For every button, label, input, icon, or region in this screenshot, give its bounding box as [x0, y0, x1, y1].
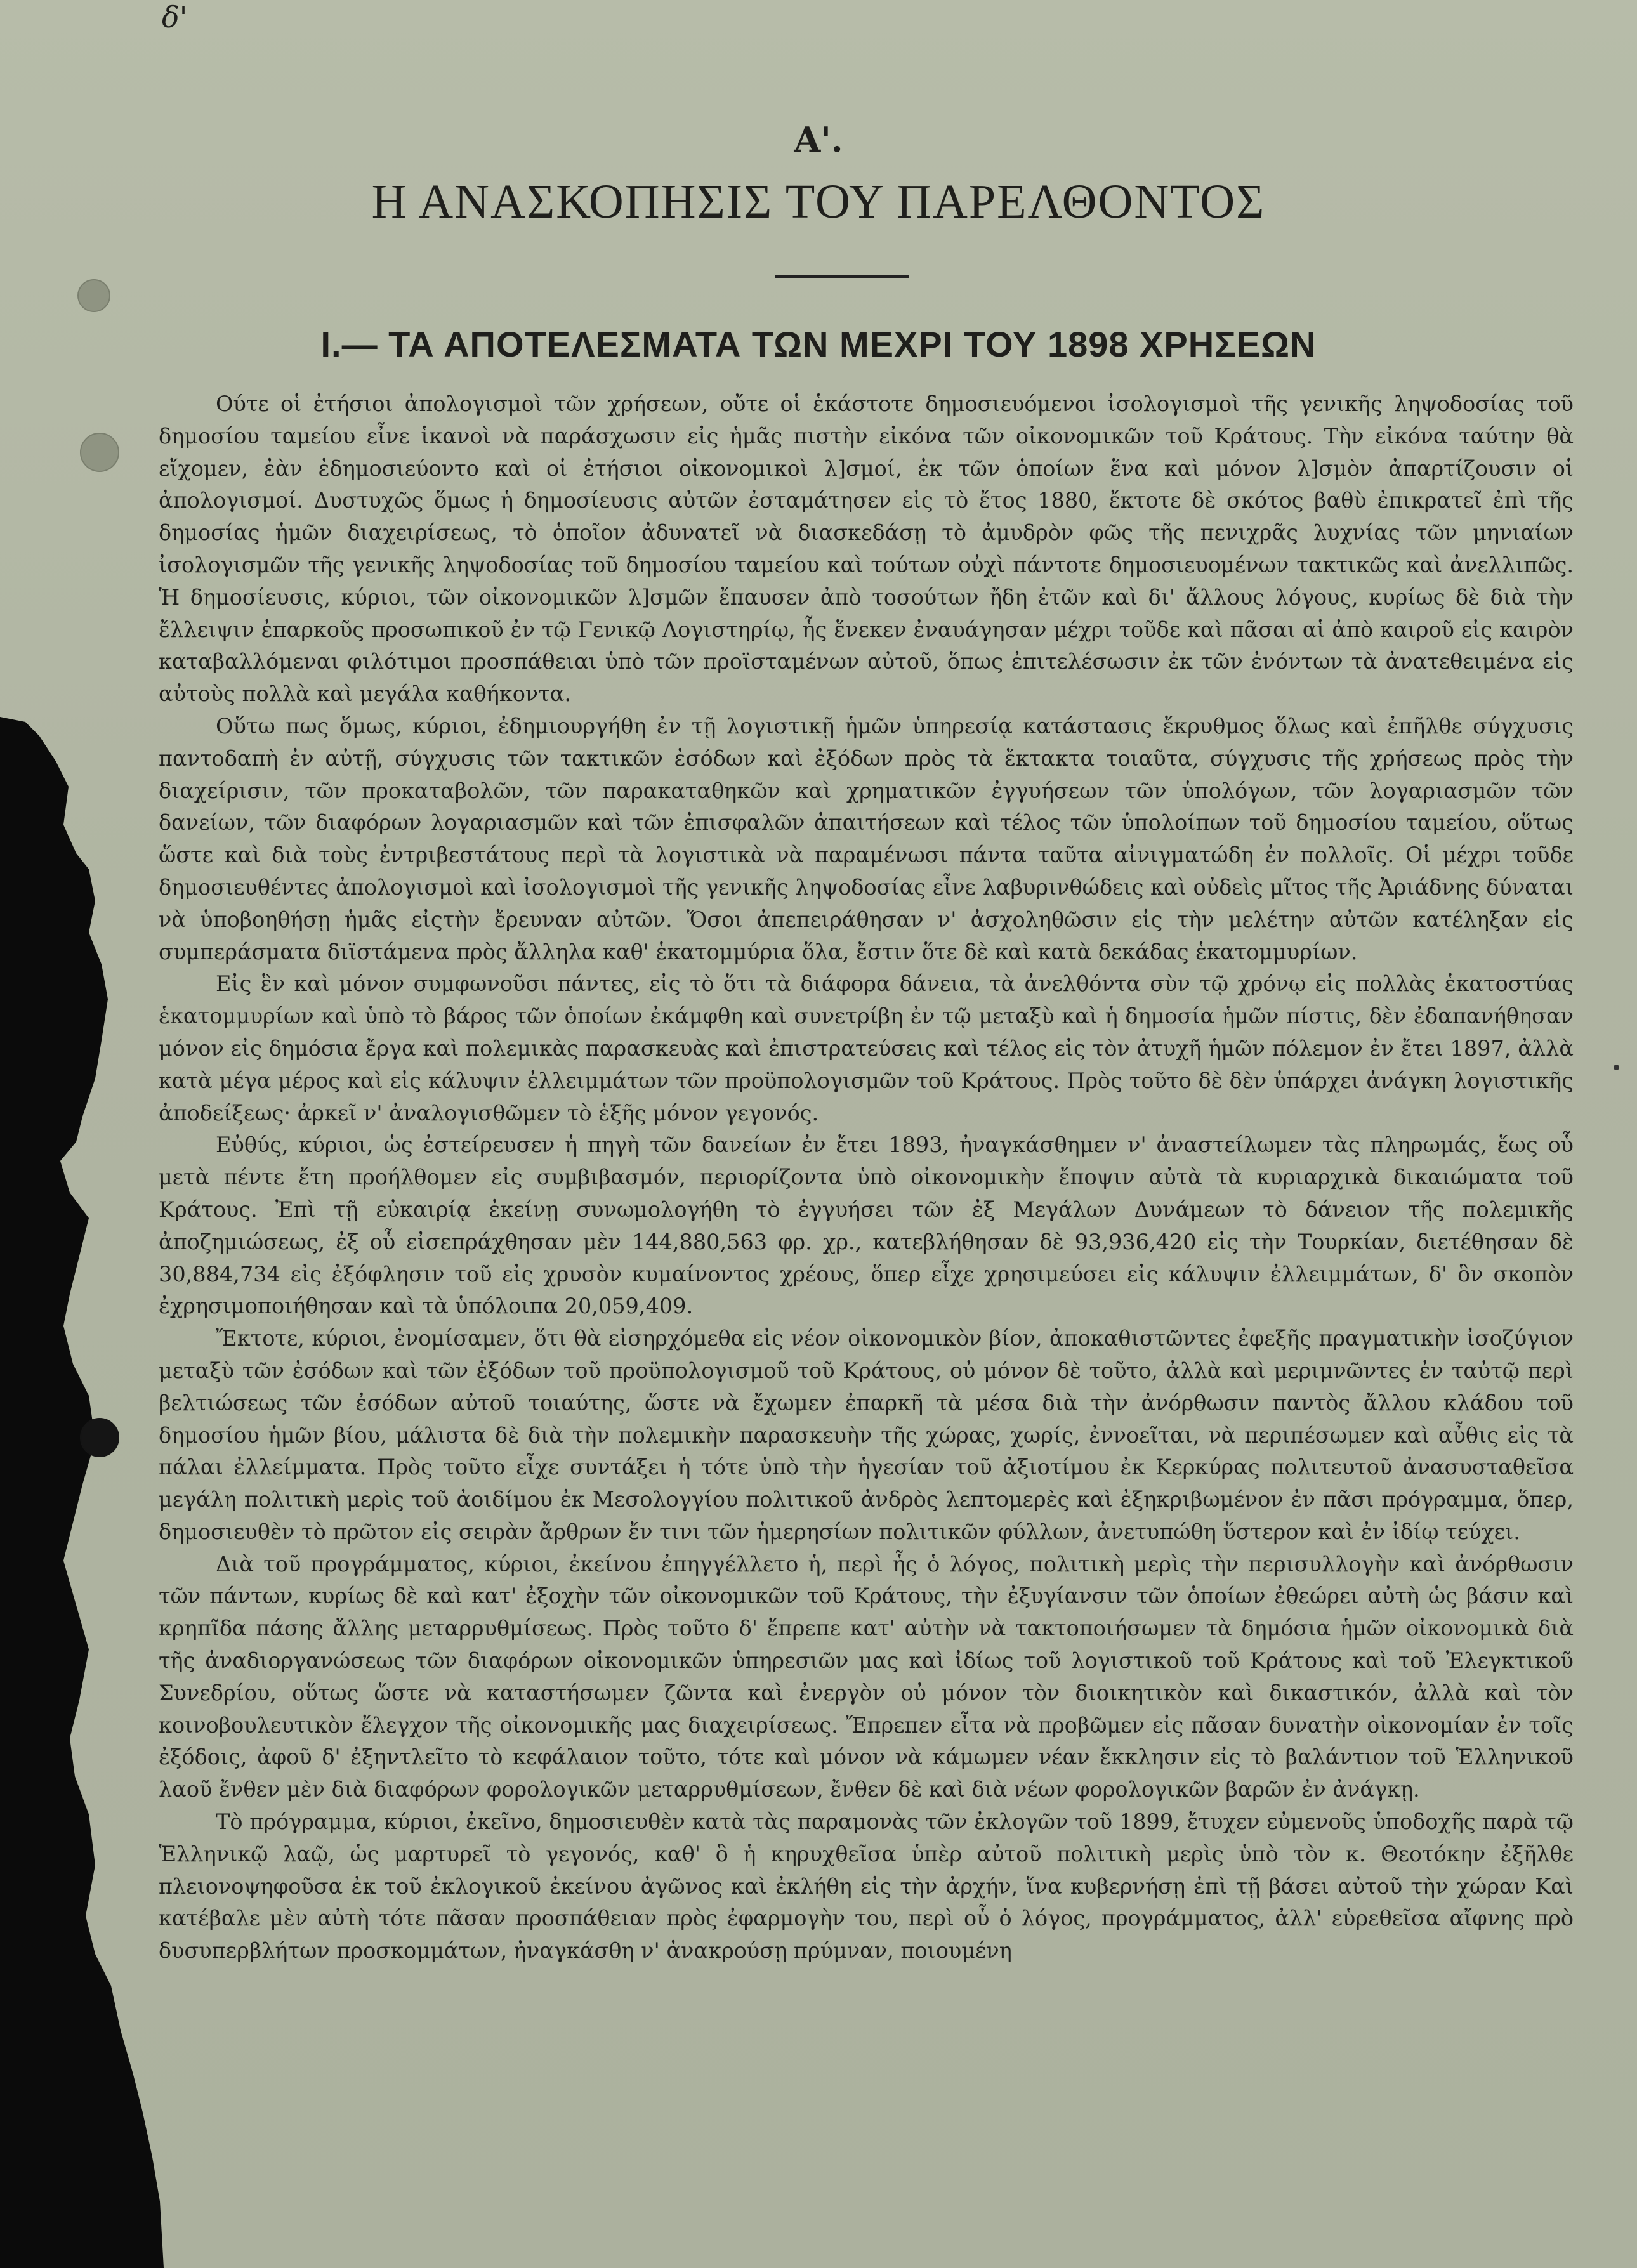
paragraph-3: Εἰς ἓν καὶ μόνον συμφωνοῦσι πάντες, εἰς τὸ ὅτι τὰ διάφορα δάνεια, τὰ ἀνελθόντα σὺν τῷ χρόνῳ εἰς πολλὰς ἑκατοστύας ἑκατομμυρίων καὶ ὑπὸ τὸ βάρος τῶν ὁποίων ἐκάμφθη καὶ συνετρίβη ἐν τῷ μεταξὺ καὶ ἡ δημοσία ἡμῶν πίστις, δὲν ἐδαπανήθησαν μόνον εἰς δημόσια ἔργα καὶ πολεμικὰς παρασκευὰς καὶ ἐπιστρατεύσεις καὶ τέλος εἰς τὸν ἀτυχῆ ἡμῶν πόλεμον ἐν ἔτει 1897, ἀλλὰ κατὰ μέγα μέρος καὶ εἰς κάλυψιν ἐλλειμμάτων τῶν προϋπολογισμῶν τοῦ Κράτους. Πρὸς τοῦτο δὲ δὲν ὑπάρχει ἀνάγκη λογιστικῆς ἀποδείξεως· ἀρκεῖ ν' ἀναλογισθῶμεν τὸ ἑξῆς μόνον γεγονός.: [159, 971, 1574, 1125]
binding-hole-middle: [80, 1418, 119, 1457]
paragraph-5: Ἔκτοτε, κύριοι, ἐνομίσαμεν, ὅτι θὰ εἰσηρχόμεθα εἰς νέον οἰκονομικὸν βίον, ἀποκαθιστῶντες ἐφεξῆς πραγματικὴν ἰσοζύγιον μεταξὺ τῶν ἐσόδων καὶ τῶν ἐξόδων τοῦ προϋπολογισμοῦ τοῦ Κράτους, οὐ μόνον δὲ τοῦτο, ἀλλὰ καὶ μεριμνῶντες ἐν ταὐτῷ περὶ βελτιώσεως τῶν ἐσόδων αὐτοῦ τοιαύτης, ὥστε νὰ ἔχωμεν ἐπαρκῆ τὰ μέσα διὰ τὴν ἀνόρθωσιν παντὸς ἄλλου κλάδου τοῦ δημοσίου ἡμῶν βίου, μάλιστα δὲ διὰ τὴν πολεμικὴν παρασκευὴν τῆς χώρας, χωρίς, ἐννοεῖται, νὰ περιπέσωμεν καὶ αὖθις εἰς τὰ πάλαι ἐλλείμματα. Πρὸς τοῦτο εἶχε συντάξει ἡ τότε ὑπὸ τὴν ἡγεσίαν τοῦ ἀξιοτίμου ἐκ Κερκύρας πολιτευτοῦ ἀνασυσταθεῖσα μεγάλη πολιτικὴ μερὶς τοῦ ἀοιδίμου ἐκ Μεσολογγίου πολιτικοῦ ἀνδρὸς λεπτομερὲς καὶ ἐξηκριβωμένον ἐν πᾶσι πρόγραμμα, ὅπερ, δημοσιευθὲν τὸ πρῶτον εἰς σειρὰν ἄρθρων ἔν τινι τῶν ἡμερησίων πολιτικῶν φύλλων, ἀνετυπώθη ὕστερον καὶ ἐν ἰδίῳ τεύχει.: [159, 1326, 1574, 1544]
section-letter: Α'.: [794, 119, 843, 160]
body-text: [159, 388, 1574, 1967]
paragraph-4: Εὐθύς, κύριοι, ὡς ἐστείρευσεν ἡ πηγὴ τῶν δανείων ἐν ἔτει 1893, ἠναγκάσθημεν ν' ἀναστείλωμεν τὰς πληρωμάς, ἕως οὗ μετὰ πέντε ἔτη προήλθομεν εἰς συμβιβασμόν, περιορίζοντα ὑπὸ οἰκονομικὴν ἔποψιν αὐτὰ τὰ κυριαρχικὰ δικαιώματα τοῦ Κράτους. Ἐπὶ τῇ εὐκαιρίᾳ ἐκείνῃ συνωμολογήθη τὸ ἐγγυήσει τῶν ἐξ Μεγάλων Δυνάμεων τὸ δάνειον τῆς πολεμικῆς ἀποζημιώσεως, ἐξ οὗ εἰσεπράχθησαν μὲν 144,880,563 φρ. χρ., κατεβλήθησαν δὲ 93,936,420 εἰς τὴν Τουρκίαν, διετέθησαν δὲ 30,884,734 εἰς ἐξόφλησιν τοῦ εἰς χρυσὸν κυμαίνοντος χρέους, ὅπερ εἶχε χρησιμεύσει εἰς κάλυψιν ἐλλειμμάτων, δ' ὃν σκοπὸν ἐχρησιμοποιήθησαν καὶ τὰ ὑπόλοιπα 20,059,409.: [159, 1132, 1574, 1319]
title-divider: [775, 275, 909, 278]
binding-hole-top: [80, 433, 119, 472]
page-title: Η ΑΝΑΣΚΟΠΗΣΙΣ ΤΟΥ ΠΑΡΕΛΘΟΝΤΟΣ: [371, 175, 1266, 228]
paragraph-1: Ούτε οἱ ἐτήσιοι ἀπολογισμοὶ τῶν χρήσεων, οὔτε οἱ ἑκάστοτε δημοσιευόμενοι ἰσολογισμοὶ τῆς γενικῆς ληψοδοσίας τοῦ δημοσίου ταμείου εἶνε ἱκανοὶ νὰ παράσχωσιν εἰς ἡμᾶς πιστὴν εἰκόνα τῶν οἰκονομικῶν τοῦ Κράτους. Τὴν εἰκόνα ταύτην θὰ εἴχομεν, ἐὰν ἐδημοσιεύοντο καὶ οἱ ἐτήσιοι οἰκονομικοὶ λ]σμοί, ἐκ τῶν ὁποίων ἕνα καὶ μόνον λ]σμὸν ἀπαρτίζουσιν οἱ ἀπολογισμοί. Δυστυχῶς ὅμως ἡ δημοσίευσις αὐτῶν ἐσταμάτησεν εἰς τὸ ἔτος 1880, ἔκτοτε δὲ σκότος βαθὺ ἐπικρατεῖ ἐπὶ τῆς δημοσίας ἡμῶν διαχειρίσεως, τὸ ὁποῖον ἀδυνατεῖ νὰ διασκεδάσῃ τὸ ἀμυδρὸν φῶς τῆς πενιχρᾶς λυχνίας τῶν μηνιαίων ἰσολογισμῶν τῆς γενικῆς ληψοδοσίας τοῦ δημοσίου ταμείου καὶ τούτων οὐχὶ πάντοτε δημοσιευομένων τακτικῶς καὶ ἀνελλιπῶς. Ἡ δημοσίευσις, κύριοι, τῶν οἰκονομικῶν λ]σμῶν ἔπαυσεν ἀπὸ τοσούτων ἤδη ἐτῶν καὶ δι' ἄλλους λόγους, κυρίως δὲ διὰ τὴν ἔλλειψιν ἐπαρκοῦς προσωπικοῦ ἐν τῷ Γενικῷ Λογιστηρίῳ, ἧς ἕνεκεν ἐναυάγησαν μέχρι τοῦδε καὶ πᾶσαι αἱ ἀπὸ καιροῦ εἰς καιρὸν καταβαλλόμεναι φιλότιμοι προσπάθειαι ὑπὸ τῶν προϊσταμένων αὐτοῦ, ὅπως ἐπιτελέσωσιν ἐκ τῶν ἐνόντων τὰ ἀνατεθειμένα εἰς αὐτοὺς πολλὰ καὶ μεγάλα καθήκοντα.: [159, 391, 1574, 707]
binding-hole-upper: [77, 279, 110, 312]
paragraph-7: Τὸ πρόγραμμα, κύριοι, ἐκεῖνο, δημοσιευθὲν κατὰ τὰς παραμονὰς τῶν ἐκλογῶν τοῦ 1899, ἔτυχεν εὐμενοῦς ὑποδοχῆς παρὰ τῷ Ἑλληνικῷ λαῷ, ὡς μαρτυρεῖ τὸ γεγονός, καθ' ὃ ἡ κηρυχθεῖσα ὑπὲρ αὐτοῦ πολιτικὴ μερὶς ὑπὸ τὸν κ. Θεοτόκην ἐξῆλθε πλειονοψηφοῦσα ἐκ τοῦ ἐκλογικοῦ ἐκείνου ἀγῶνος καὶ ἐκλήθη εἰς τὴν ἀρχήν, ἵνα κυβερνήσῃ ἐπὶ τῇ βάσει αὐτοῦ τὴν χώραν Καὶ κατέβαλε μὲν αὐτὴ τότε πᾶσαν προσπάθειαν πρὸς ἐφαρμογὴν του, περὶ οὗ ὁ λόγος, προγράμματος, ἀλλ' εὑρεθεῖσα αἴφνης πρὸ δυσυπερβλήτων προσκομμάτων, ἠναγκάσθη ν' ἀνακρούσῃ πρύμναν, ποιουμένη: [159, 1809, 1574, 1963]
paragraph-2: Οὕτω πως ὅμως, κύριοι, ἐδημιουργήθη ἐν τῇ λογιστικῇ ἡμῶν ὑπηρεσίᾳ κατάστασις ἔκρυθμος ὅλως καὶ ἐπῆλθε σύγχυσις παντοδαπὴ ἐν αὐτῇ, σύγχυσις τῶν τακτικῶν ἐσόδων καὶ ἐξόδων πρὸς τὰ ἔκτακτα τοιαῦτα, σύγχυσις τῆς χρήσεως πρὸς τὴν διαχείρισιν, τῶν προκαταβολῶν, τῶν παρακαταθηκῶν καὶ χρηματικῶν ἐγγυήσεων τῶν ὑπολόγων, τῶν λογαριασμῶν τῶν δανείων, τῶν διαφόρων λογαριασμῶν καὶ τῶν ἐπισφαλῶν ἀπαιτήσεων καὶ τέλος τῶν ὑπολοίπων τοῦ δημοσίου ταμείου, οὕτως ὥστε καὶ διὰ τοὺς ἐντριβεστάτους περὶ τὰ λογιστικὰ νὰ παραμένωσι πάντα ταῦτα αἰνιγματώδη ἐν πολλοῖς. Οἱ μέχρι τοῦδε δημοσιευθέντες ἀπολογισμοὶ καὶ ἰσολογισμοὶ τῆς γενικῆς ληψοδοσίας εἶνε λαβυρινθώδεις καὶ οὐδεὶς μῖτος τῆς Ἀριάδνης δύναται νὰ ὑποβοηθήσῃ ἡμᾶς εἰςτὴν ἔρευναν αὐτῶν. Ὅσοι ἀπεπειράθησαν ν' ἀσχοληθῶσιν εἰς τὴν μελέτην αὐτῶν κατέληξαν εἰς συμπεράσματα διϊστάμενα πρὸς ἄλληλα καθ' ἑκατομμύρια ὅλα, ἔστιν ὅτε δὲ καὶ κατὰ δεκάδας ἑκατομμυρίων.: [159, 713, 1574, 964]
page-number: δ': [162, 0, 188, 34]
margin-mark: [1614, 1065, 1619, 1070]
section-heading: Ι.— ΤΑ ΑΠΟΤΕΛΕΣΜΑΤΑ ΤΩΝ ΜΕΧΡΙ ΤΟΥ 1898 ΧΡΗΣΕΩΝ: [320, 324, 1317, 364]
paragraph-6: Διὰ τοῦ προγράμματος, κύριοι, ἐκείνου ἐπηγγέλλετο ἡ, περὶ ἧς ὁ λόγος, πολιτικὴ μερὶς τὴν περισυλλογὴν καὶ ἀνόρθωσιν τῶν πάντων, κυρίως δὲ καὶ κατ' ἐξοχὴν τῶν οἰκονομικῶν τοῦ Κράτους, τὴν ἐξυγίανσιν τῶν ὁποίων ἐθεώρει αὐτὴ ὡς βάσιν καὶ κρηπῖδα πάσης ἄλλης μεταρρυθμίσεως. Πρὸς τοῦτο δ' ἔπρεπε κατ' αὐτὴν νὰ τακτοποιήσωμεν τὰ δημόσια ἡμῶν οἰκονομικὰ διὰ τῆς ἀναδιοργανώσεως τῶν διαφόρων οἰκονομικῶν ὑπηρεσιῶν μας καὶ ἰδίως τοῦ λογιστικοῦ τοῦ Κράτους καὶ τοῦ Ἐλεγκτικοῦ Συνεδρίου, οὕτως ὥστε νὰ καταστήσωμεν ζῶντα καὶ ἐνεργὸν οὐ μόνον τὸν διοικητικὸν καὶ δικαστικόν, ἀλλὰ καὶ τὸν κοινοβουλευτικὸν ἔλεγχον τῆς οἰκονομικῆς μας διαχειρίσεως. Ἔπρεπεν εἶτα νὰ προβῶμεν εἰς πᾶσαν δυνατὴν οἰκονομίαν ἐν τοῖς ἐξόδοις, ἀφοῦ δ' ἐξηντλεῖτο τὸ κεφάλαιον τοῦτο, τότε καὶ μόνον νὰ κάμωμεν νέαν ἔκκλησιν εἰς τὸ βαλάντιον τοῦ Ἑλληνικοῦ λαοῦ ἔνθεν μὲν διὰ διαφόρων φορολογικῶν μεταρρυθμίσεων, ἔνθεν δὲ καὶ διὰ νέων φορολογικῶν βαρῶν ἐν ἀνάγκῃ.: [159, 1551, 1574, 1802]
